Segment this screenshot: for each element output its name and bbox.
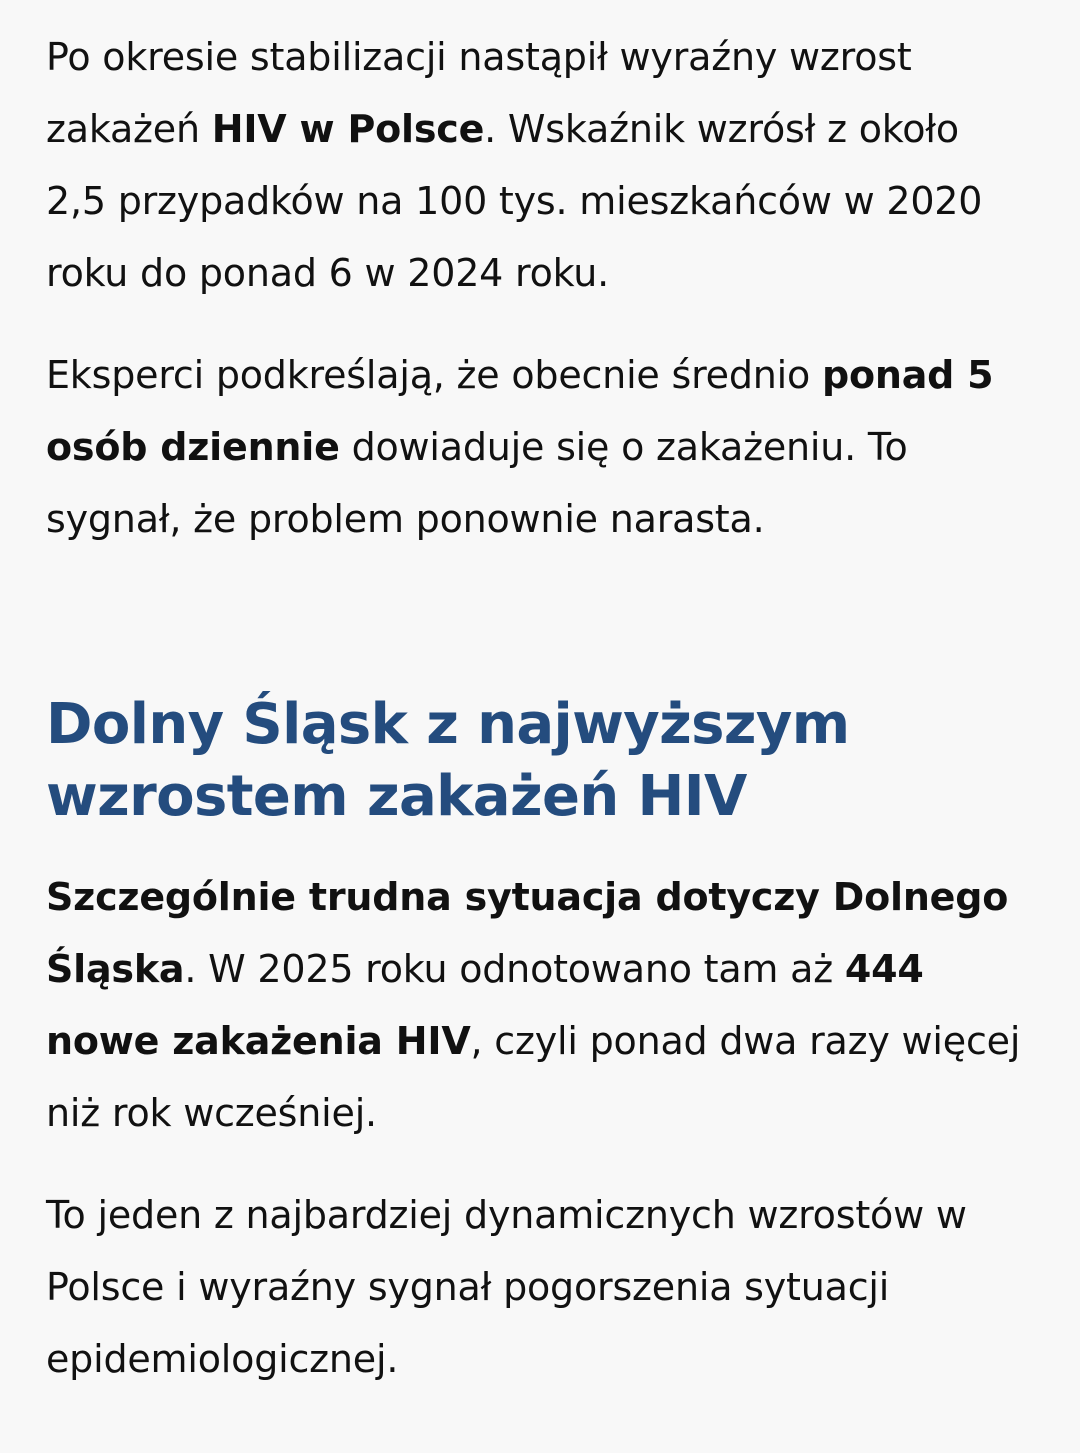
paragraph-text: . Wskaźnik wzrósł z około 2,5 przypadków na 100 tys. mieszkańców w 2020 roku do ponad 6 w 2024 roku. xyxy=(46,107,983,295)
bold-phrase: ponad 5 osób dziennie xyxy=(46,353,994,469)
paragraph-text: dowiaduje się o zakażeniu. To sygnał, że problem ponownie narasta. xyxy=(46,425,908,541)
section-heading: Dolny Śląsk z najwyższym wzrostem zakażeń HIV xyxy=(46,692,850,829)
paragraph-lower-silesia xyxy=(46,861,1026,1149)
bold-phrase: Szczególnie trudna sytuacja dotyczy Dolnego Śląska xyxy=(46,875,1009,991)
paragraph-text: . W 2025 roku odnotowano tam aż xyxy=(184,947,845,991)
paragraph-text: Po okresie stabilizacji nastąpił wyraźny wzrost zakażeń xyxy=(46,35,912,151)
paragraph-experts xyxy=(46,339,1026,555)
paragraph-text: To jeden z najbardziej dynamicznych wzrostów w Polsce i wyraźny sygnał pogorszenia sytuacji epidemiologicznej. xyxy=(46,1193,967,1381)
paragraph-dynamic-growth xyxy=(46,1179,1026,1395)
paragraph-text: Eksperci podkreślają, że obecnie średnio xyxy=(46,353,822,397)
paragraph-text: , czyli ponad dwa razy więcej niż rok wcześniej. xyxy=(46,1019,1021,1135)
paragraph-hiv-growth-poland xyxy=(46,21,1026,309)
bold-phrase: HIV w Polsce xyxy=(211,107,485,151)
bold-phrase: 444 nowe zakażenia HIV xyxy=(46,947,924,1063)
